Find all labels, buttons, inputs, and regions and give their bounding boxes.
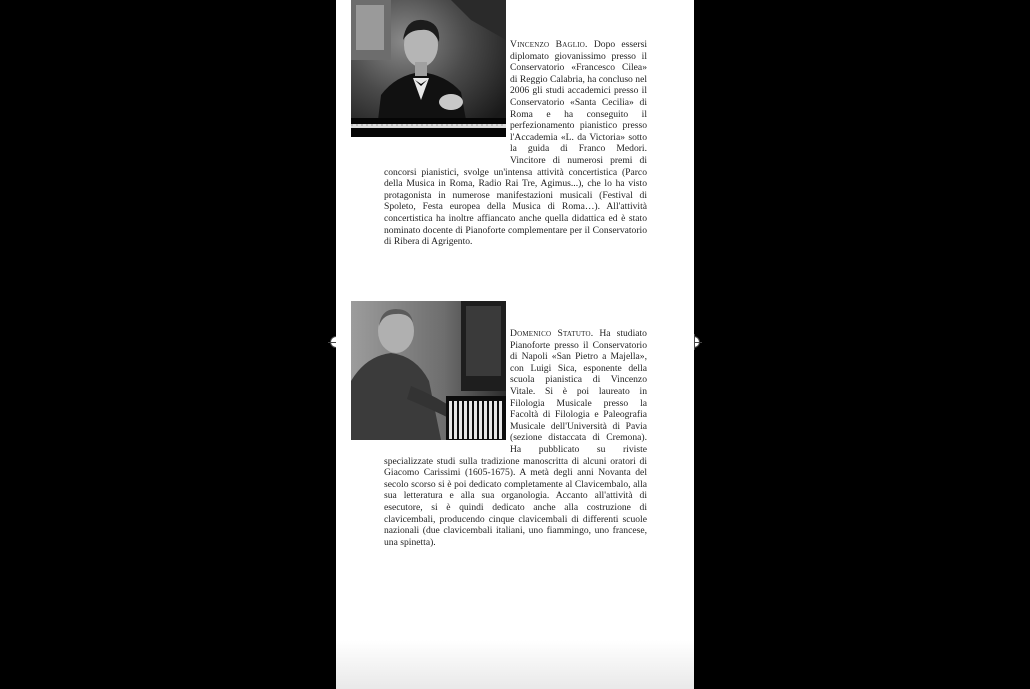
- document-page: [336, 0, 694, 689]
- biography-text: Dopo essersi diplomato giovanissimo presso il Conservatorio «Francesco Cilea» di Reggio Calabria, ha concluso nel 2006 gli studi accademici presso il Conservatorio «Santa Cecilia» di Roma e ha conseguito il perfezionamento pianistico presso l'Accademia «L. da Victoria» sotto la guida di Franco Medori. Vincitore di numerosi premi di concorsi pianistici, svolge un'intensa attività concertistica (Parco della Musica in Roma, Radio Rai Tre, Agimus...), che lo ha visto protagonista in numerose manifestazioni musicali (Festival di Spoleto, Festa europea della Musica di Roma…). All'attività concertistica ha inoltre affiancato anche quella didattica ed è stato nominato docente di Pianoforte complementare per il Conservatorio di Ribera di Agrigento.: [384, 39, 647, 248]
- biography-name: Vincenzo Baglio.: [510, 39, 588, 50]
- biography-text: Ha studiato Pianoforte presso il Conservatorio di Napoli «San Pietro a Majella», con Luigi Sica, esponente della scuola pianistica di Vincenzo Vitale. Si è poi laureato in Filologia Musicale presso la Facoltà di Filologia e Paleografia Musicale dell'Università di Pavia (sezione distaccata di Cremona). Ha pubblicato su riviste specializzate studi sulla tradizione manoscritta di alcuni oratori di Giacomo Carissimi (1605-1675). A metà degli anni Novanta del secolo scorso si è poi dedicato completamente al Clavicembalo, alla sua letteratura e alla sua organologia. Accanto all'attività di esecutore, si è quindi dedicato anche alla costruzione di clavicembali, producendo cinque clavicembali di differenti scuole nazionali (due clavicembali italiani, uno fiammingo, uno francese, una spinetta).: [384, 328, 647, 548]
- biography-vincenzo-baglio: [384, 39, 647, 248]
- biography-domenico-statuto: [384, 328, 647, 548]
- biography-name: Domenico Statuto.: [510, 328, 594, 339]
